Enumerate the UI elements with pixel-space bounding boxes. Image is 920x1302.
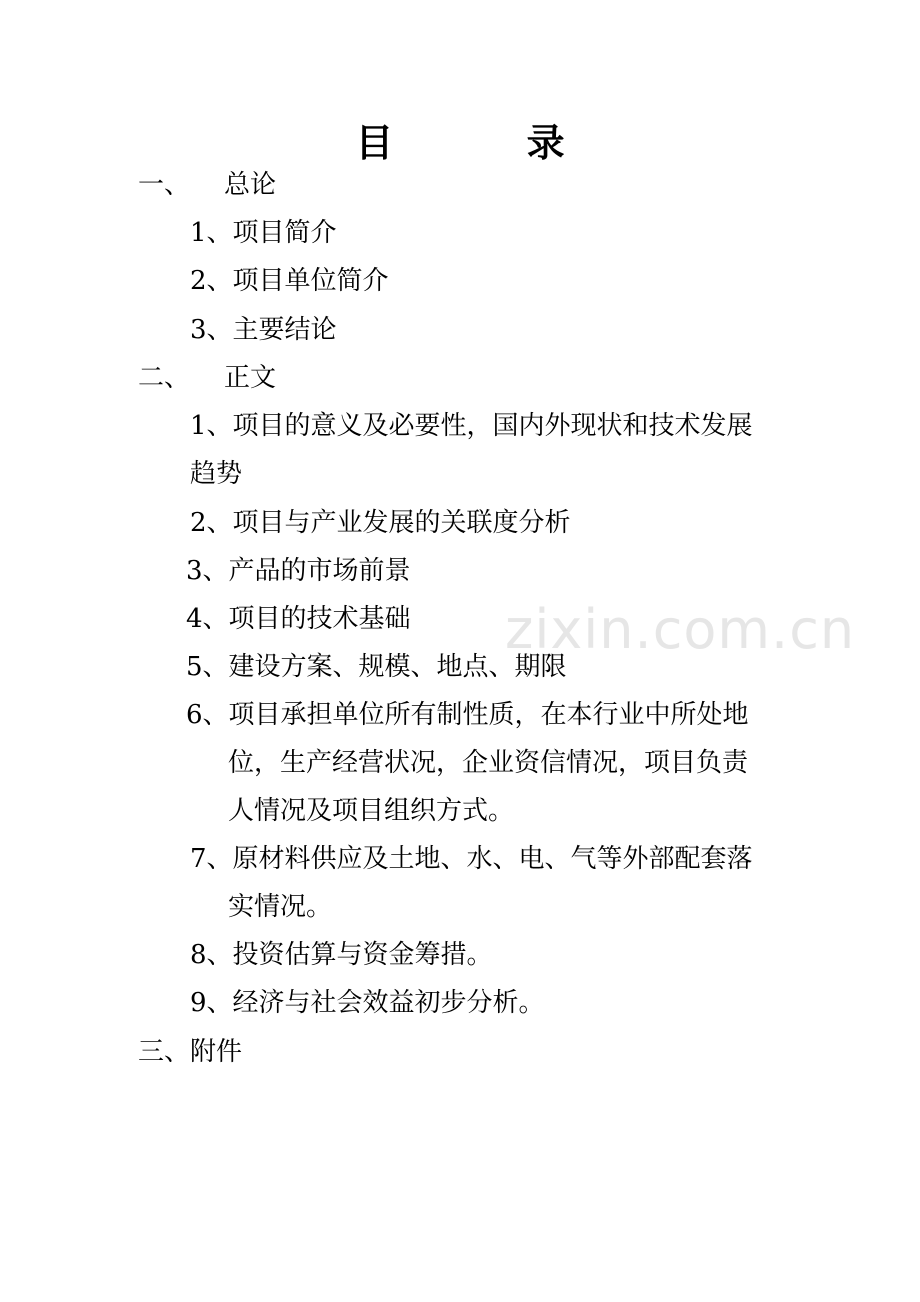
toc-item: 3、产品的市场前景 <box>186 556 411 586</box>
toc-item: 8、投资估算与资金筹措。 <box>190 940 493 970</box>
toc-item: 7、原材料供应及土地、水、电、气等外部配套落 <box>190 844 753 874</box>
toc-item: 5、建设方案、规模、地点、期限 <box>186 652 567 682</box>
toc-item-continuation: 位，生产经营状况，企业资信情况，项目负责 <box>228 748 749 778</box>
toc-item: 1、项目的意义及必要性，国内外现状和技术发展 <box>190 411 753 441</box>
toc-item-continuation: 趋势 <box>190 459 243 489</box>
toc-item: 3、主要结论 <box>190 315 337 345</box>
toc-item: 4、项目的技术基础 <box>186 604 411 634</box>
section-heading-3 <box>138 1037 242 1067</box>
section-number: 一、 <box>138 170 191 200</box>
section-heading-1 <box>138 170 276 200</box>
page-title: 目 录 <box>355 120 625 165</box>
section-number: 二、 <box>138 363 191 393</box>
toc-item-continuation: 实情况。 <box>228 892 333 922</box>
toc-item: 1、项目简介 <box>190 218 337 248</box>
section-label: 三、附件 <box>138 1037 243 1067</box>
toc-item: 6、项目承担单位所有制性质，在本行业中所处地 <box>186 700 749 730</box>
toc-item: 2、项目单位简介 <box>190 266 389 296</box>
toc-item: 9、经济与社会效益初步分析。 <box>190 988 545 1018</box>
section-label: 总论 <box>224 170 277 200</box>
toc-item-continuation: 人情况及项目组织方式。 <box>228 796 515 826</box>
watermark: zixin.com.cn <box>505 598 856 661</box>
toc-item: 2、项目与产业发展的关联度分析 <box>190 508 571 538</box>
section-label: 正文 <box>224 363 277 393</box>
section-heading-2 <box>138 363 276 393</box>
